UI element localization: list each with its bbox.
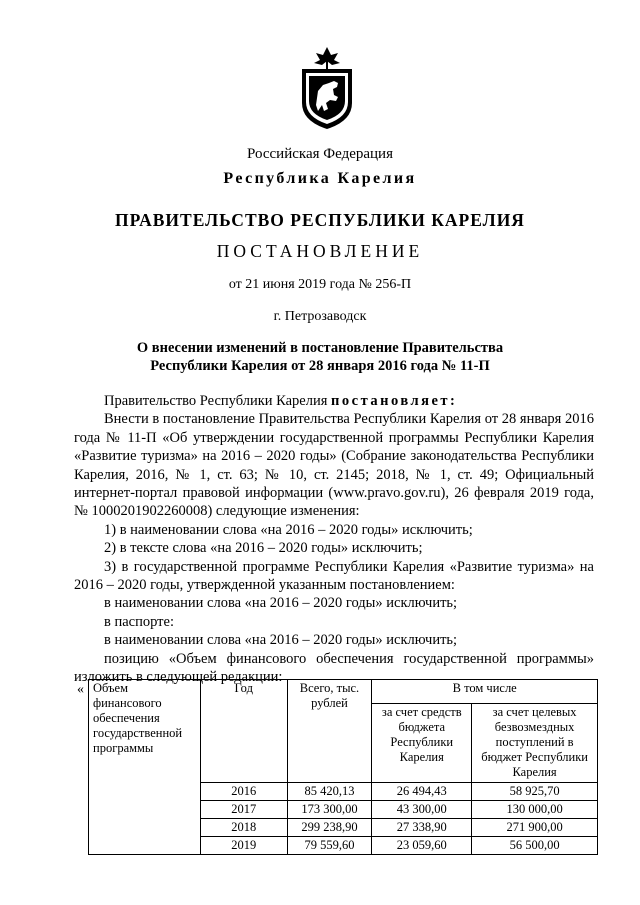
city-line: г. Петрозаводск: [273, 309, 367, 324]
decree-word: постановляет:: [331, 393, 458, 409]
karelia-coat-of-arms-icon: [296, 45, 358, 131]
total-cell: 79 559,60: [287, 837, 372, 855]
total-cell: 173 300,00: [287, 801, 372, 819]
header-including: В том числе: [372, 680, 598, 704]
body-paragraph: в наименовании слова «на 2016 – 2020 годы» исключить;: [104, 595, 458, 612]
government-heading: ПРАВИТЕЛЬСТВО РЕСПУБЛИКИ КАРЕЛИЯ: [115, 210, 525, 230]
document-type: ПОСТАНОВЛЕНИЕ: [216, 241, 424, 261]
budget-cell: 23 059,60: [372, 837, 472, 855]
total-cell: 85 420,13: [287, 783, 372, 801]
grants-cell: 271 900,00: [472, 819, 598, 837]
grants-cell: 130 000,00: [472, 801, 598, 819]
financing-table: [88, 679, 598, 855]
body-paragraph: 2) в тексте слова «на 2016 – 2020 годы» исключить;: [104, 540, 423, 557]
header-budget: за счет средств бюджета Республики Карелия: [372, 704, 472, 783]
header-year: Год: [200, 680, 287, 783]
budget-cell: 43 300,00: [372, 801, 472, 819]
body-paragraph: 1) в наименовании слова «на 2016 – 2020 годы» исключить;: [104, 521, 473, 538]
body-paragraph: в паспорте:: [104, 613, 174, 630]
budget-cell: 27 338,90: [372, 819, 472, 837]
year-cell: 2016: [200, 783, 287, 801]
title-line-1: О внесении изменений в постановление Правительства: [136, 340, 504, 356]
open-quote-mark: «: [77, 682, 84, 697]
body-paragraph: 3) в государственной программе Республики Карелия «Развитие туризма» на 2016 – 2020 годы, утвержденной указанным постановлением:: [74, 558, 594, 594]
grants-cell: 56 500,00: [472, 837, 598, 855]
republic-name: Республика Карелия: [223, 170, 417, 187]
year-cell: 2019: [200, 837, 287, 855]
header-total: Всего, тыс. рублей: [287, 680, 372, 783]
header-grants: за счет целевых безвозмездных поступлений в бюджет Республики Карелия: [472, 704, 598, 783]
body-paragraph: Правительство Республики Карелия постановляет:: [104, 393, 458, 409]
year-cell: 2017: [200, 801, 287, 819]
body-paragraph: позицию «Объем финансового обеспечения государственной программы» изложить в следующей редакции:: [74, 650, 594, 686]
row-label-cell: Объем финансового обеспечения государственной программы: [89, 680, 201, 855]
document-body: [74, 392, 594, 687]
country-name: Российская Федерация: [247, 146, 393, 162]
body-paragraph: Внести в постановление Правительства Республики Карелия от 28 января 2016 года № 11-П «Об утверждении государственной программы Республики Карелия «Развитие туризма» на 2016 – 2020 годы» (Собрание законодательства Республики Карелия, 2016, № 1, ст. 63; № 10, ст. 2145; 2018, № 1, ст. 49; Официальный интернет-портал правовой информации (www.pravo.gov.ru), 26 февраля 2019 года, № 1000201902260008) следующие изменения:: [74, 411, 594, 520]
budget-cell: 26 494,43: [372, 783, 472, 801]
title-line-2: Республики Карелия от 28 января 2016 года № 11-П: [150, 358, 490, 374]
date-number-line: от 21 июня 2019 года № 256-П: [228, 277, 412, 292]
document-title: [0, 339, 640, 375]
total-cell: 299 238,90: [287, 819, 372, 837]
year-cell: 2018: [200, 819, 287, 837]
body-paragraph: в наименовании слова «на 2016 – 2020 годы» исключить;: [104, 632, 458, 649]
grants-cell: 58 925,70: [472, 783, 598, 801]
